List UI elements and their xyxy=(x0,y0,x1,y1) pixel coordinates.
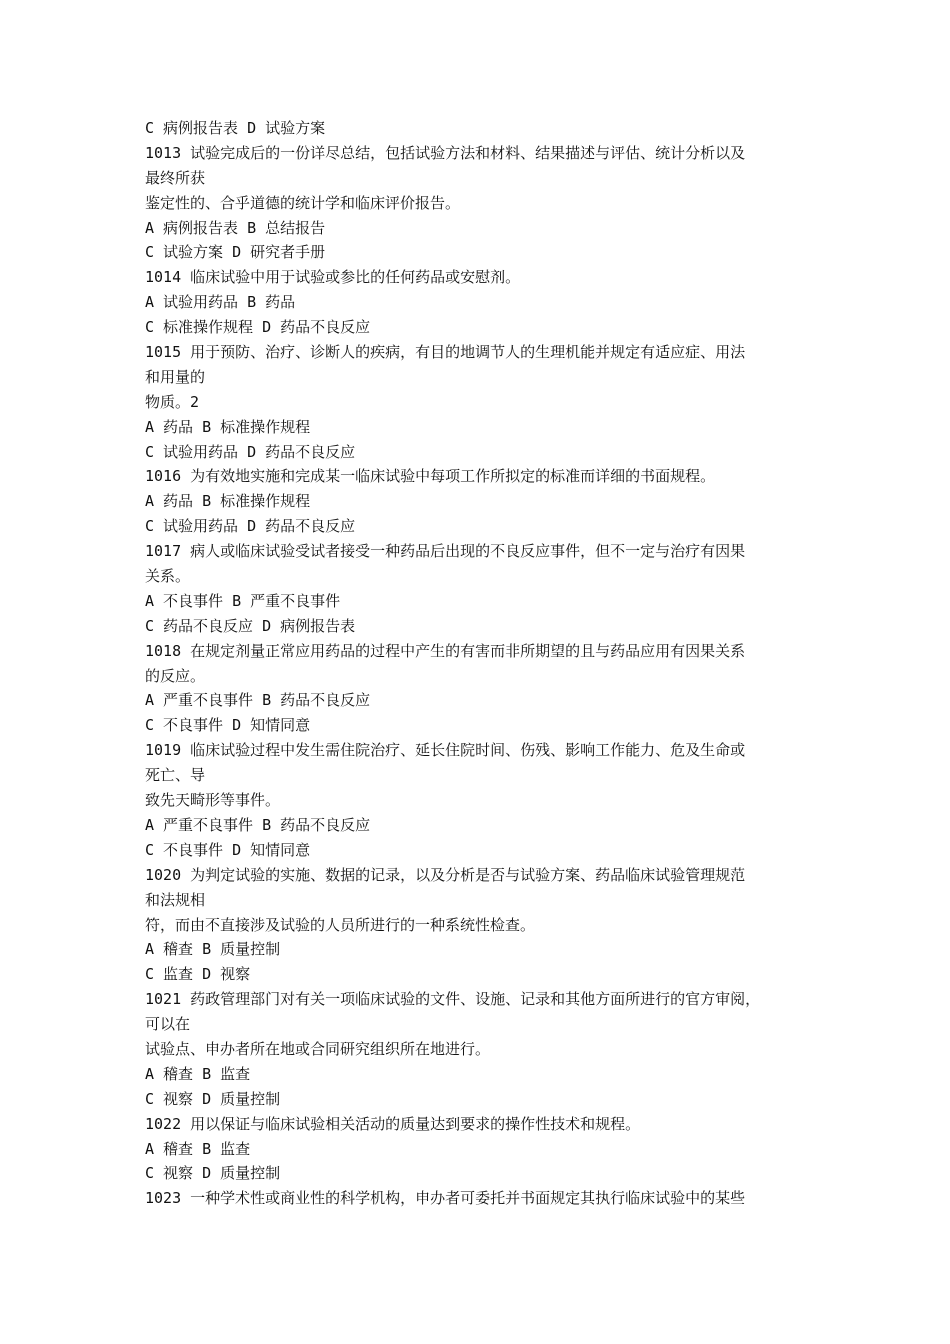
text-line: A 病例报告表 B 总结报告 xyxy=(145,218,326,237)
text-line: 的反应。 xyxy=(145,666,206,685)
text-line: C 试验方案 D 研究者手册 xyxy=(145,243,326,262)
text-line: 1022 用以保证与临床试验相关活动的质量达到要求的操作性技术和规程。 xyxy=(145,1114,641,1133)
text-line: 1018 在规定剂量正常应用药品的过程中产生的有害而非所期望的且与药品应用有因果关系 xyxy=(145,641,746,660)
text-line: 1019 临床试验过程中发生需住院治疗、延长住院时间、伤残、影响工作能力、危及生命或 xyxy=(145,741,746,760)
text-line: 可以在 xyxy=(145,1015,191,1034)
text-line: 1013 试验完成后的一份详尽总结，包括试验方法和材料、结果描述与评估、统计分析以及 xyxy=(145,143,746,162)
text-line: C 视察 D 质量控制 xyxy=(145,1164,281,1183)
text-line: 1015 用于预防、治疗、诊断人的疾病，有目的地调节人的生理机能并规定有适应症、用法 xyxy=(145,343,746,362)
text-line: 鉴定性的、合乎道德的统计学和临床评价报告。 xyxy=(145,193,461,212)
text-line: A 稽查 B 监查 xyxy=(145,1064,251,1083)
text-line: C 不良事件 D 知情同意 xyxy=(145,716,311,735)
text-line: 和法规相 xyxy=(145,890,206,909)
text-line: 试验点、申办者所在地或合同研究组织所在地进行。 xyxy=(145,1039,491,1058)
text-line: C 病例报告表 D 试验方案 xyxy=(145,119,326,137)
text-line: 1016 为有效地实施和完成某一临床试验中每项工作所拟定的标准而详细的书面规程。 xyxy=(145,467,716,486)
text-line: C 药品不良反应 D 病例报告表 xyxy=(145,616,356,635)
text-line: C 监查 D 视察 xyxy=(145,965,251,984)
text-line: 死亡、导 xyxy=(145,766,206,785)
document-page xyxy=(145,116,815,1211)
text-line: C 试验用药品 D 药品不良反应 xyxy=(145,517,356,536)
text-line: A 严重不良事件 B 药品不良反应 xyxy=(145,691,371,710)
text-line: 1014 临床试验中用于试验或参比的任何药品或安慰剂。 xyxy=(145,268,521,287)
text-line: 和用量的 xyxy=(145,367,206,386)
text-line: 致先天畸形等事件。 xyxy=(145,791,281,810)
text-line: A 不良事件 B 严重不良事件 xyxy=(145,591,341,610)
text-line: 1017 病人或临床试验受试者接受一种药品后出现的不良反应事件，但不一定与治疗有因果 xyxy=(145,542,746,561)
text-line: A 稽查 B 监查 xyxy=(145,1139,251,1158)
text-line: C 不良事件 D 知情同意 xyxy=(145,840,311,859)
text-line: 符，而由不直接涉及试验的人员所进行的一种系统性检查。 xyxy=(145,915,536,934)
text-line: A 试验用药品 B 药品 xyxy=(145,293,296,312)
text-line: 关系。 xyxy=(145,567,191,586)
text-line: A 药品 B 标准操作规程 xyxy=(145,492,311,511)
text-line: C 视察 D 质量控制 xyxy=(145,1089,281,1108)
text-line: 1021 药政管理部门对有关一项临床试验的文件、设施、记录和其他方面所进行的官方审阅， xyxy=(145,990,761,1009)
text-line: 最终所获 xyxy=(145,168,206,187)
text-line: C 试验用药品 D 药品不良反应 xyxy=(145,442,356,461)
text-line: 物质。2 xyxy=(145,392,200,411)
text-line: C 标准操作规程 D 药品不良反应 xyxy=(145,318,371,337)
text-line: 1020 为判定试验的实施、数据的记录，以及分析是否与试验方案、药品临床试验管理规范 xyxy=(145,865,746,884)
text-line: 1023 一种学术性或商业性的科学机构，申办者可委托并书面规定其执行临床试验中的某些 xyxy=(145,1189,746,1208)
text-line: A 严重不良事件 B 药品不良反应 xyxy=(145,815,371,834)
text-line: A 稽查 B 质量控制 xyxy=(145,940,281,959)
text-line: A 药品 B 标准操作规程 xyxy=(145,417,311,436)
